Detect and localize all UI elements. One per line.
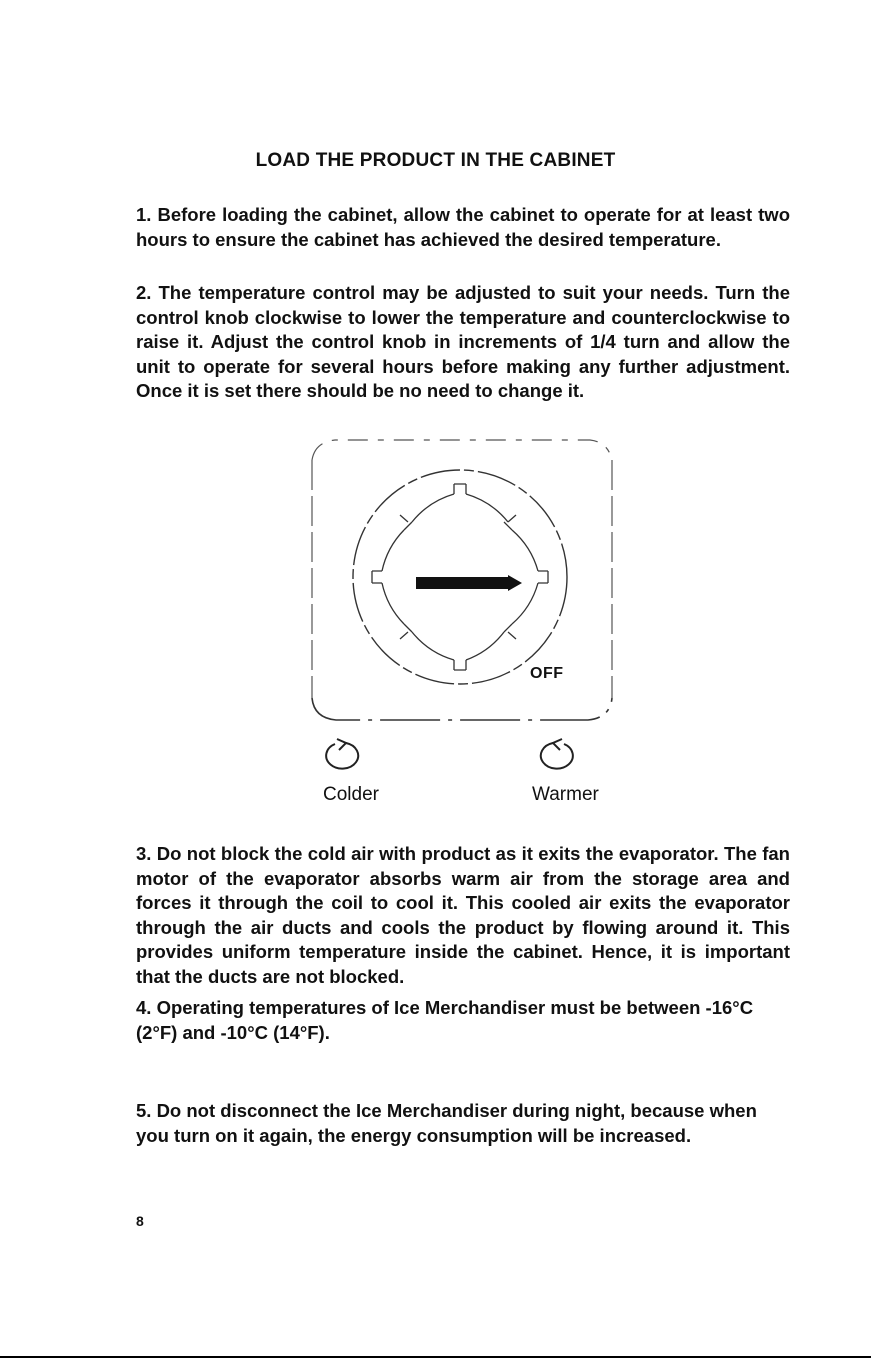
step-5-text: 5. Do not disconnect the Ice Merchandiser during night, because when you turn on it again, the energy consumption will be increased. — [136, 1100, 757, 1146]
step-3-paragraph — [136, 842, 790, 989]
step-2-text: 2. The temperature control may be adjusted to suit your needs. Turn the control knob clockwise to lower the temperature and counterclockwise to raise it. Adjust the control knob in increments of 1/4 turn and allow the unit to operate for several hours before making any further adjustment. Once it is set there should be no need to change it. — [136, 282, 790, 401]
warmer-label: Warmer — [532, 784, 599, 805]
section-heading: LOAD THE PRODUCT IN THE CABINET — [255, 150, 616, 171]
step-5-paragraph — [136, 1099, 790, 1148]
step-4-text: 4. Operating temperatures of Ice Merchandiser must be between -16°C (2°F) and -10°C (14°F). — [136, 997, 754, 1043]
step-3-text: 3. Do not block the cold air with product as it exits the evaporator. The fan motor of the evaporator absorbs warm air from the storage area and forces it through the coil to cool it. This cooled air exits the evaporator through the air ducts and cools the product by flowing around it. This provides uniform temperature inside the cabinet. Hence, it is important that the ducts are not blocked. — [136, 843, 790, 987]
step-2-paragraph — [136, 281, 790, 404]
colder-label: Colder — [323, 784, 379, 805]
step-1-paragraph — [136, 203, 790, 252]
thermostat-knob-icon — [300, 430, 630, 820]
clockwise-arrow-icon — [326, 739, 358, 769]
step-4-paragraph — [136, 996, 790, 1045]
off-label: OFF — [530, 665, 564, 682]
step-1-text: 1. Before loading the cabinet, allow the cabinet to operate for at least two hours to ensure the cabinet has achieved the desired temperature. — [136, 204, 790, 250]
page-number: 8 — [136, 1213, 144, 1229]
counterclockwise-arrow-icon — [541, 739, 573, 769]
temperature-control-diagram — [300, 430, 630, 820]
